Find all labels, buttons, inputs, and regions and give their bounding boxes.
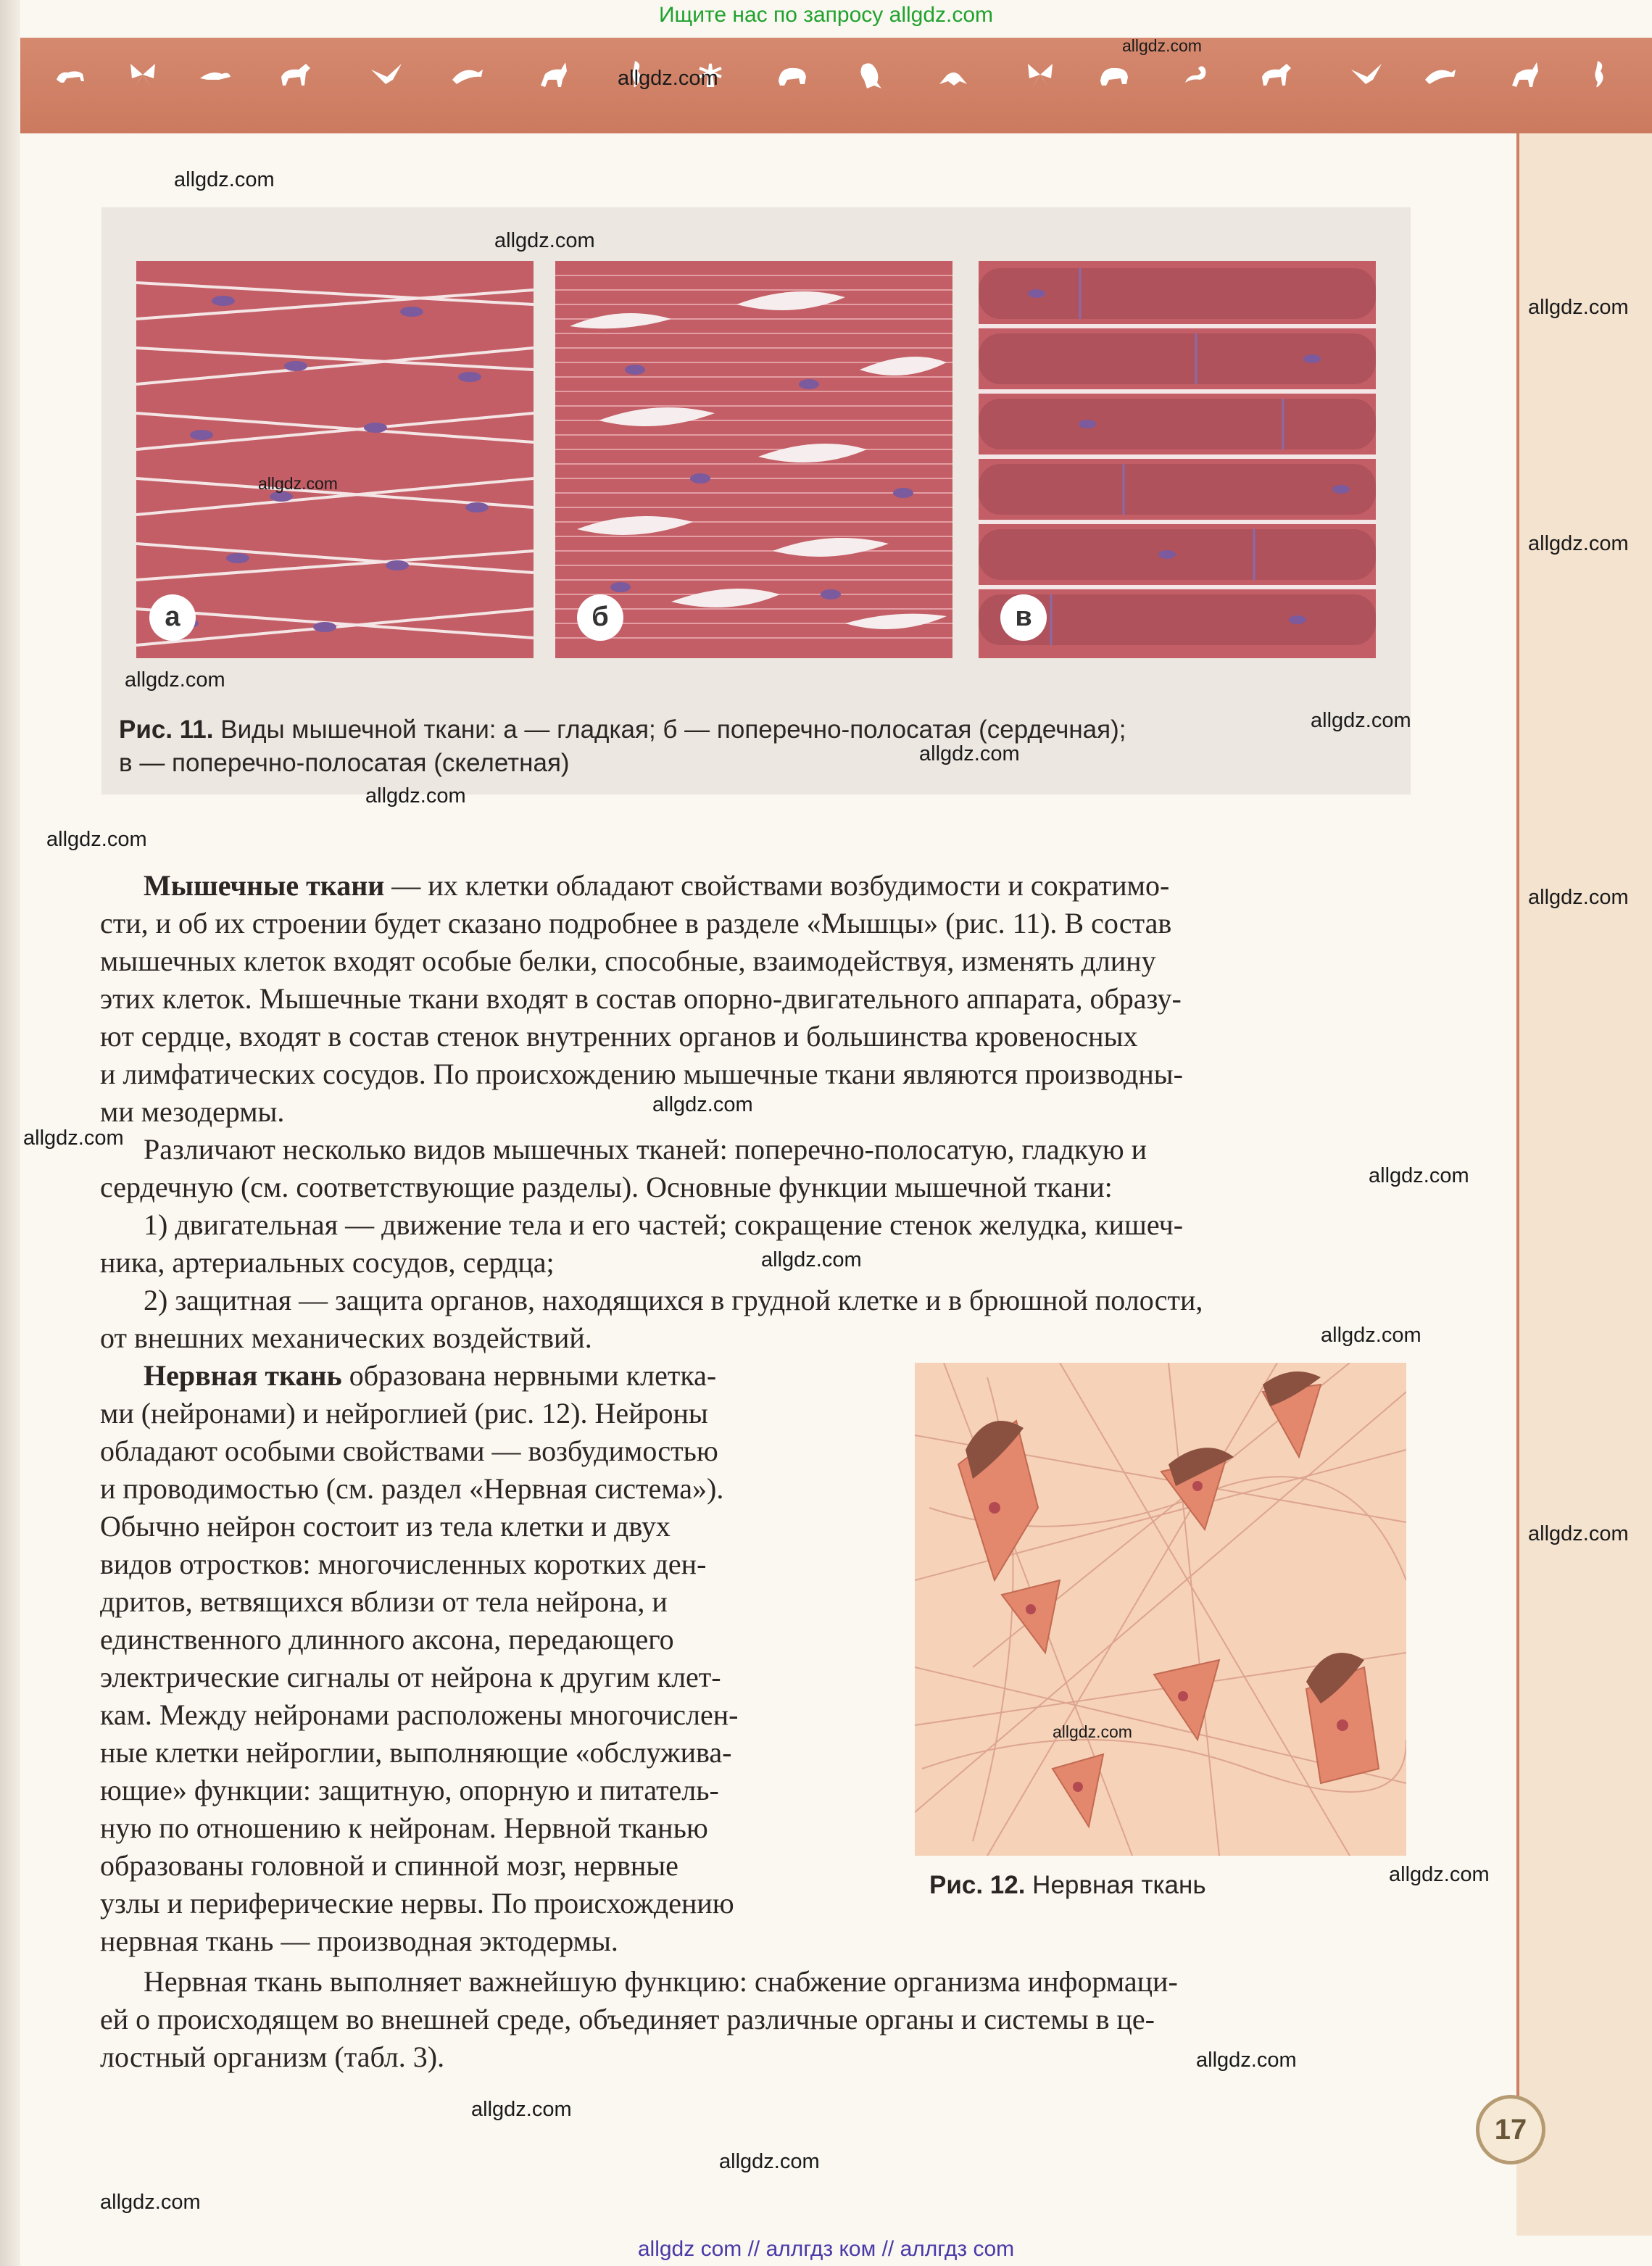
text-line: этих клеток. Мышечные ткани входят в состав опорно-двигательного аппарата, образу- xyxy=(100,982,1182,1015)
text-line: видов отростков: многочисленных коротких ден- xyxy=(100,1548,707,1580)
nerve-tissue-illustration xyxy=(915,1363,1406,1856)
figure-11-caption-line2: в — поперечно-полосатая (скелетная) xyxy=(119,749,570,777)
text-line: образована нервными клетка- xyxy=(349,1359,717,1392)
watermark: allgdz.com xyxy=(174,168,275,191)
watermark: allgdz.com xyxy=(100,2191,201,2214)
bison-icon xyxy=(1096,57,1132,93)
lizard-icon xyxy=(197,57,233,93)
text-line: ника, артериальных сосудов, сердца; xyxy=(100,1246,555,1279)
butterfly-icon xyxy=(1022,57,1058,93)
text-line: Нервная ткань выполняет важнейшую функцию: снабжение организма информаци- xyxy=(144,1965,1178,1998)
panel-label-a: а xyxy=(149,594,196,641)
watermark: allgdz.com xyxy=(1196,2049,1297,2072)
text-line: ми (нейронами) и нейроглией (рис. 12). Нейроны xyxy=(100,1397,708,1429)
watermark: allgdz.com xyxy=(46,828,147,851)
text-line: ми мезодермы. xyxy=(100,1095,285,1128)
text-line: обладают особыми свойствами — возбудимостью xyxy=(100,1435,718,1467)
term-nerve-tissue: Нервная ткань xyxy=(144,1359,342,1392)
header-banner xyxy=(20,38,1652,133)
watermark: allgdz.com xyxy=(365,784,466,808)
figure-12-caption-text: Нервная ткань xyxy=(1032,1871,1206,1899)
text-line: 1) двигательная — движение тела и его частей; сокращение стенок желудка, кишеч- xyxy=(144,1208,1184,1241)
page-number: 17 xyxy=(1476,2095,1545,2165)
watermark: allgdz.com xyxy=(1053,1722,1132,1741)
smooth-muscle-illustration xyxy=(136,261,534,658)
skeletal-muscle-illustration xyxy=(979,261,1376,658)
paragraph-nerve-tissue xyxy=(100,1357,868,1960)
text-line: образованы головной и спинной мозг, нервные xyxy=(100,1849,678,1882)
butterfly-icon xyxy=(125,57,161,93)
cardiac-muscle-illustration xyxy=(555,261,952,658)
text-line: от внешних механических воздействий. xyxy=(100,1321,592,1354)
dolphin-icon xyxy=(449,57,486,93)
text-line: и проводимостью (см. раздел «Нервная система»). xyxy=(100,1472,724,1505)
figure-11-caption xyxy=(119,713,1351,780)
watermark: allgdz.com xyxy=(761,1248,862,1271)
watermark: allgdz.com xyxy=(1528,886,1629,909)
right-margin-rule xyxy=(1516,133,1519,2134)
watermark: allgdz.com xyxy=(23,1126,124,1150)
text-line: нервная ткань — производная эктодермы. xyxy=(100,1925,618,1957)
text-line: узлы и периферические нервы. По происхождению xyxy=(100,1887,734,1920)
right-margin-band xyxy=(1516,133,1652,2236)
text-line: сти, и об их строении будет сказано подробнее в разделе «Мышцы» (рис. 11). В состав xyxy=(100,907,1172,939)
dolphin-icon xyxy=(1422,57,1458,93)
text-line: ные клетки нейроглии, выполняющие «обслужива- xyxy=(100,1736,732,1769)
seahorse-icon xyxy=(1580,57,1616,93)
paragraph-muscle-types xyxy=(100,1131,1409,1357)
text-line: лостный организм (табл. 3). xyxy=(100,2041,445,2073)
top-watermark: Ищите нас по запросу allgdz.com xyxy=(658,3,994,27)
paragraph-muscle-tissues xyxy=(100,867,1409,1131)
text-line: единственного длинного аксона, передающего xyxy=(100,1623,674,1656)
panel-label-b: б xyxy=(577,594,623,641)
cat-icon xyxy=(535,57,571,93)
text-line: 2) защитная — защита органов, находящихся в грудной клетке и в брюшной полости, xyxy=(144,1284,1203,1316)
watermark: allgdz.com xyxy=(1528,1522,1629,1545)
watermark: allgdz.com xyxy=(1122,36,1202,55)
text-line: ей о происходящем во внешней среде, объединяет различные органы и системы в це- xyxy=(100,2003,1155,2035)
bird-icon xyxy=(368,57,404,93)
horse-icon xyxy=(1258,57,1294,93)
watermark: allgdz.com xyxy=(618,67,718,90)
text-line: Различают несколько видов мышечных тканей: поперечно-полосатую, гладкую и xyxy=(144,1133,1147,1166)
text-line: мышечных клеток входят особые белки, способные, взаимодействуя, изменять длину xyxy=(100,945,1156,977)
text-line: ют сердце, входят в состав стенок внутренних органов и большинства кровеносных xyxy=(100,1020,1138,1053)
horse-icon xyxy=(277,57,313,93)
text-line: дритов, ветвящихся вблизи от тела нейрона, и xyxy=(100,1585,668,1618)
figure-11-caption-line1: Виды мышечной ткани: а — гладкая; б — поперечно-полосатая (сердечная); xyxy=(220,715,1126,744)
text-line: — их клетки обладают свойствами возбудимости и сократимо- xyxy=(391,869,1170,902)
watermark: allgdz.com xyxy=(1369,1164,1469,1187)
bison-icon xyxy=(774,57,810,93)
watermark: allgdz.com xyxy=(1389,1863,1490,1886)
text-line: сердечную (см. соответствующие разделы). Основные функции мышечной ткани: xyxy=(100,1171,1113,1203)
watermark: allgdz.com xyxy=(1321,1324,1421,1347)
term-muscle-tissues: Мышечные ткани xyxy=(144,869,385,902)
text-line: Обычно нейрон состоит из тела клетки и двух xyxy=(100,1510,671,1543)
page-binding-edge xyxy=(0,0,20,2266)
scorpion-icon xyxy=(1178,57,1214,93)
watermark: allgdz.com xyxy=(1528,532,1629,555)
watermark: allgdz.com xyxy=(1311,709,1411,732)
cat-icon xyxy=(1506,57,1543,93)
panel-label-c: в xyxy=(1000,594,1047,641)
watermark: allgdz.com xyxy=(125,668,225,692)
frog-icon xyxy=(935,57,971,93)
watermark: allgdz.com xyxy=(719,2150,820,2173)
figure-12-number: Рис. 12. xyxy=(929,1871,1026,1899)
bottom-watermark: allgdz com // аллгдз ком // аллгдз com xyxy=(637,2237,1015,2261)
watermark: allgdz.com xyxy=(1528,296,1629,319)
watermark: allgdz.com xyxy=(471,2098,572,2121)
bird-icon xyxy=(1348,57,1385,93)
monkey-icon xyxy=(852,57,889,93)
animal-silhouette-icon xyxy=(52,57,88,93)
text-line: электрические сигналы от нейрона к другим клет- xyxy=(100,1661,721,1693)
figure-11-number: Рис. 11. xyxy=(119,715,214,744)
figure-12-caption xyxy=(929,1869,1379,1902)
text-line: кам. Между нейронами расположены многочислен- xyxy=(100,1698,739,1731)
watermark: allgdz.com xyxy=(652,1093,753,1116)
watermark: allgdz.com xyxy=(258,474,338,493)
text-line: ную по отношению к нейронам. Нервной тканью xyxy=(100,1811,708,1844)
text-line: ющие» функции: защитную, опорную и питатель- xyxy=(100,1774,719,1806)
text-line: и лимфатических сосудов. По происхождению мышечные ткани являются производны- xyxy=(100,1058,1184,1090)
watermark: allgdz.com xyxy=(919,742,1020,765)
watermark: allgdz.com xyxy=(494,229,595,252)
